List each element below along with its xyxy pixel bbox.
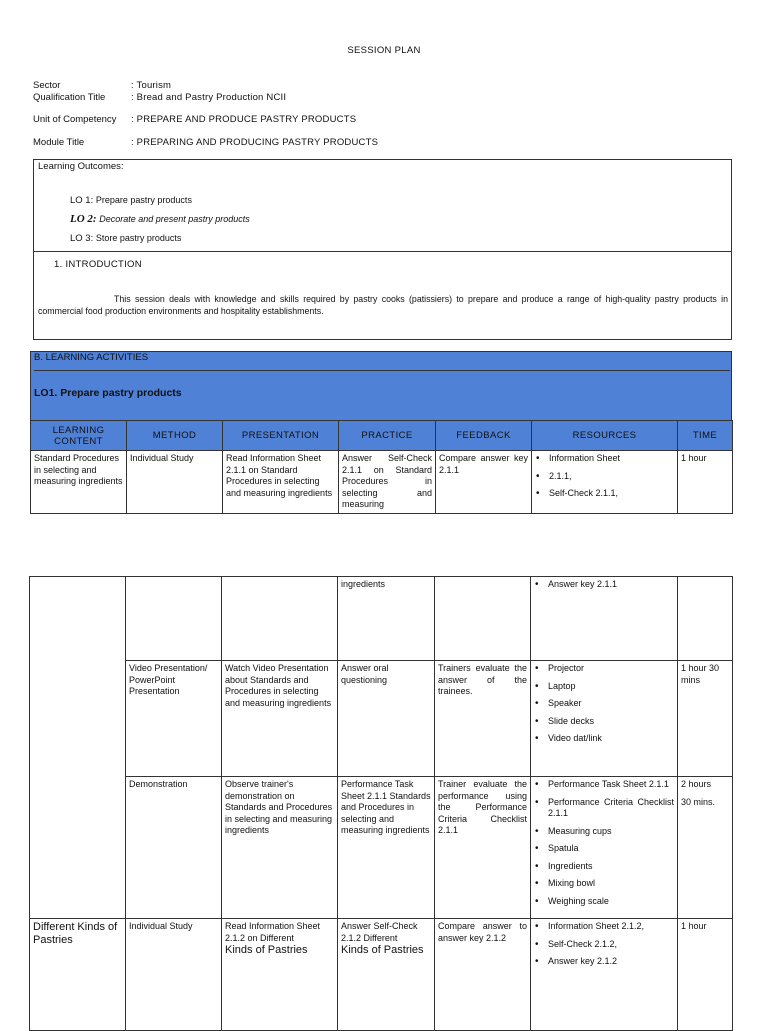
presentation-cell: Observe trainer's demonstration on Standards and Procedures in selecting and measuring ingredients (222, 777, 338, 919)
feedback-cell (435, 577, 531, 661)
introduction-text: This session deals with knowledge and skills required by pastry cooks (patissiers) to prepare and produce a range of high-quality pastry products in commercial food production environments and hospitality establishments. (38, 294, 728, 316)
learning-content-cell: Standard Procedures in selecting and measuring ingredients (31, 451, 127, 514)
time-cell: 1 hour 30 mins (678, 661, 733, 777)
learning-outcomes-box (33, 159, 732, 252)
learning-outcomes-heading: Learning Outcomes: (38, 161, 124, 172)
feedback-cell: Compare answer to answer key 2.1.2 (435, 919, 531, 1031)
list-item: • Self-Check 2.1.2, (548, 939, 674, 951)
list-item: • Video dat/link (548, 733, 674, 745)
practice-cell: Answer oral questioning (338, 661, 435, 777)
lo3-item (70, 233, 181, 244)
learning-activities-label: B. LEARNING ACTIVITIES (34, 352, 149, 363)
method-cell (126, 577, 222, 661)
lo1-text: Prepare pastry products (95, 195, 192, 205)
list-item: • Performance Criteria Checklist 2.1.1 (548, 797, 674, 820)
introduction-box (33, 251, 732, 340)
presentation-cell (222, 919, 338, 1031)
qualification-label: Qualification Title (33, 92, 106, 103)
unit-label: Unit of Competency (33, 114, 117, 125)
resources-cell (531, 919, 678, 1031)
module-value: : PREPARING AND PRODUCING PASTRY PRODUCTS (131, 137, 379, 148)
learning-content-cell: Different Kinds of Pastries (30, 919, 126, 1031)
column-header-time: TIME (678, 421, 733, 451)
time-value: 2 hours (681, 779, 712, 789)
list-item: • Answer key 2.1.1 (548, 579, 674, 591)
time-cell: 1 hour (678, 919, 733, 1031)
column-header-learning-content: LEARNING CONTENT (31, 421, 127, 451)
method-cell: Individual Study (127, 451, 223, 514)
practice-cell: ingredients (338, 577, 435, 661)
band-divider (34, 370, 730, 371)
list-item: • Spatula (548, 843, 674, 855)
page-title: SESSION PLAN (347, 45, 421, 56)
presentation-cell: Watch Video Presentation about Standards and Procedures in selecting and measuring ingredients (222, 661, 338, 777)
sector-value: : Tourism (131, 80, 172, 91)
list-item: • Speaker (548, 698, 674, 710)
practice-cell: Performance Task Sheet 2.1.1 Standards and Procedures in selecting and measuring ingredients (338, 777, 435, 919)
time-cell: 1 hour (678, 451, 733, 514)
qualification-value: : Bread and Pastry Production NCII (131, 92, 287, 103)
lo1-item (70, 195, 192, 206)
activities-table (30, 420, 733, 514)
feedback-cell: Trainer evaluate the performance using the Performance Criteria Checklist 2.1.1 (435, 777, 531, 919)
list-item: • 2.1.1, (549, 471, 674, 483)
presentation-cell (222, 577, 338, 661)
presentation-line: Kinds of Pastries (225, 944, 308, 956)
module-label: Module Title (33, 137, 85, 148)
table-row (30, 919, 733, 1031)
method-cell: Demonstration (126, 777, 222, 919)
method-cell: Video Presentation/ PowerPoint Presentation (126, 661, 222, 777)
column-header-resources: RESOURCES (532, 421, 678, 451)
method-cell: Individual Study (126, 919, 222, 1031)
list-item: • Mixing bowl (548, 878, 674, 890)
list-item: • Information Sheet 2.1.2, (548, 921, 674, 933)
time-cell (678, 577, 733, 661)
table-row (30, 577, 733, 661)
practice-line: Answer Self-Check 2.1.2 Different (341, 921, 418, 943)
sector-label: Sector (33, 80, 61, 91)
list-item: • Answer key 2.1.2 (548, 956, 674, 968)
column-header-feedback: FEEDBACK (436, 421, 532, 451)
resources-cell (532, 451, 678, 514)
presentation-cell: Read Information Sheet 2.1.1 on Standard Procedures in selecting and measuring ingredients (223, 451, 339, 514)
lo3-text: Store pastry products (95, 233, 182, 243)
lo3-label: LO 3: (70, 233, 94, 244)
list-item: • Slide decks (548, 716, 674, 728)
list-item: • Self-Check 2.1.1, (549, 488, 674, 500)
lo1-label: LO 1: (70, 195, 94, 206)
list-item: • Information Sheet (549, 453, 674, 465)
introduction-heading: 1. INTRODUCTION (54, 259, 142, 270)
feedback-cell: Compare answer key 2.1.1 (436, 451, 532, 514)
time-value: 30 mins. (681, 796, 716, 807)
lo2-label: LO 2: (70, 213, 97, 225)
column-header-method: METHOD (127, 421, 223, 451)
table-row (30, 777, 733, 919)
learning-content-cell (30, 577, 126, 919)
resources-cell (531, 661, 678, 777)
column-header-presentation: PRESENTATION (223, 421, 339, 451)
list-item: • Projector (548, 663, 674, 675)
list-item: • Performance Task Sheet 2.1.1 (548, 779, 674, 791)
lo1-heading: LO1. Prepare pastry products (34, 387, 182, 399)
practice-cell (338, 919, 435, 1031)
list-item: • Weighing scale (548, 896, 674, 908)
activities-table-continued (29, 576, 733, 1031)
lo2-text: Decorate and present pastry products (99, 214, 250, 224)
table-row (31, 451, 733, 514)
table-row (30, 661, 733, 777)
practice-line: Kinds of Pastries (341, 944, 424, 956)
list-item: • Laptop (548, 681, 674, 693)
feedback-cell: Trainers evaluate the answer of the trainees. (435, 661, 531, 777)
list-item: • Measuring cups (548, 826, 674, 838)
resources-cell (531, 777, 678, 919)
column-header-practice: PRACTICE (339, 421, 436, 451)
resources-cell (531, 577, 678, 661)
practice-cell: Answer Self-Check 2.1.1 on Standard Procedures in selecting and measuring (339, 451, 436, 514)
unit-value: : PREPARE AND PRODUCE PASTRY PRODUCTS (131, 114, 357, 125)
presentation-line: Read Information Sheet 2.1.2 on Different (225, 921, 321, 943)
list-item: • Ingredients (548, 861, 674, 873)
learning-activities-band (30, 351, 732, 421)
lo2-item (70, 213, 250, 225)
time-cell (678, 777, 733, 919)
